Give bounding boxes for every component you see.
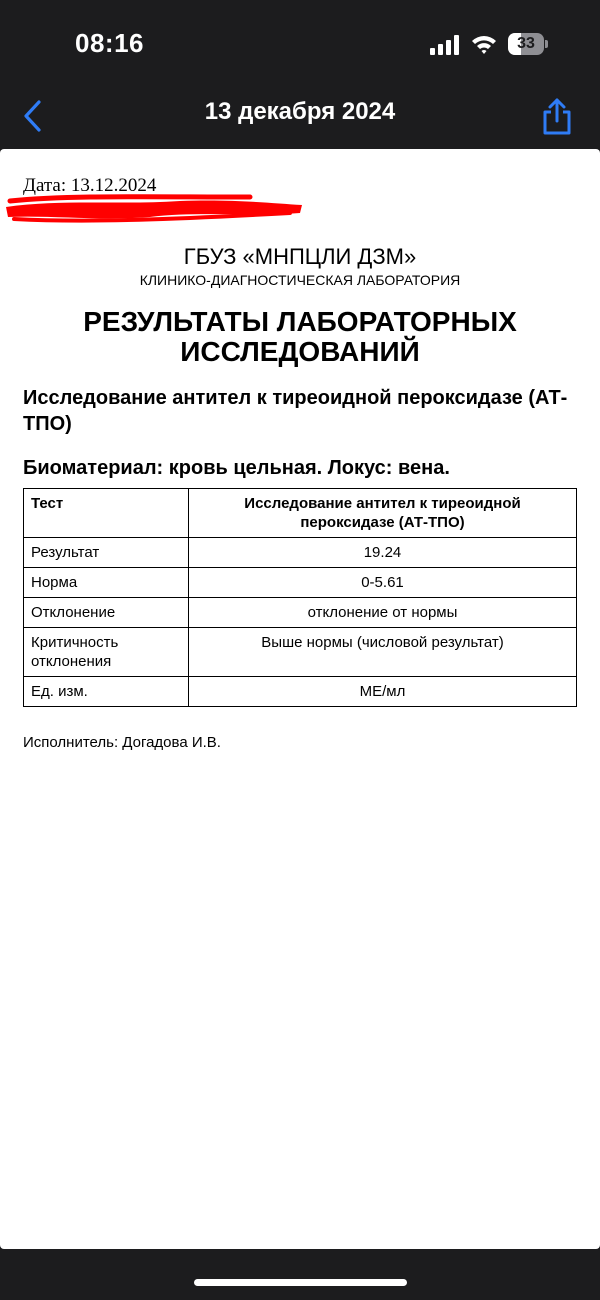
- table-cell-label: Результат: [24, 538, 189, 568]
- chevron-left-icon[interactable]: [18, 96, 48, 136]
- nav-title: 13 декабря 2024: [204, 98, 396, 125]
- document-date: Дата: 13.12.2024: [23, 175, 157, 196]
- battery-icon: [508, 33, 546, 55]
- table-row: [24, 538, 577, 568]
- table-cell-value: 0-5.61: [189, 568, 577, 598]
- organization-name: ГБУЗ «МНПЦЛИ ДЗМ»: [183, 244, 417, 269]
- table-cell-value: отклонение от нормы: [189, 598, 577, 628]
- table-row: [24, 628, 577, 677]
- table-cell-value: Исследование антител к тиреоидной пероксидазе (АТ-ТПО): [189, 489, 577, 538]
- table-cell-label: Ед. изм.: [24, 677, 189, 707]
- table-cell-label: Тест: [24, 489, 189, 538]
- table-cell-label: Норма: [24, 568, 189, 598]
- table-header-row: [24, 489, 577, 538]
- document-title: РЕЗУЛЬТАТЫ ЛАБОРАТОРНЫХ ИССЛЕДОВАНИЙ: [83, 306, 517, 367]
- wifi-icon: [471, 33, 497, 55]
- battery-level: 33: [517, 35, 535, 52]
- document-page[interactable]: [0, 149, 600, 1249]
- redaction-scribble: [0, 191, 312, 227]
- share-icon[interactable]: [540, 96, 574, 136]
- results-table: [23, 488, 577, 707]
- status-time: 08:16: [75, 28, 144, 58]
- executor-line: Исполнитель: Догадова И.В.: [23, 734, 221, 751]
- biomaterial-line: Биоматериал: кровь цельная. Локус: вена.: [23, 457, 450, 479]
- table-cell-value: 19.24: [189, 538, 577, 568]
- table-row: [24, 598, 577, 628]
- table-row: [24, 568, 577, 598]
- table-cell-label: Критичность отклонения: [24, 628, 189, 677]
- table-cell-value: МЕ/мл: [189, 677, 577, 707]
- study-title: Исследование антител к тиреоидной пероксидазе (АТ-ТПО): [23, 387, 568, 435]
- cellular-signal-icon: [430, 35, 462, 55]
- table-row: [24, 677, 577, 707]
- home-indicator[interactable]: [194, 1279, 407, 1286]
- table-cell-value: Выше нормы (числовой результат): [189, 628, 577, 677]
- nav-bar: [0, 88, 600, 148]
- table-cell-label: Отклонение: [24, 598, 189, 628]
- organization-subtitle: КЛИНИКО-ДИАГНОСТИЧЕСКАЯ ЛАБОРАТОРИЯ: [139, 272, 461, 288]
- status-bar: [0, 0, 600, 88]
